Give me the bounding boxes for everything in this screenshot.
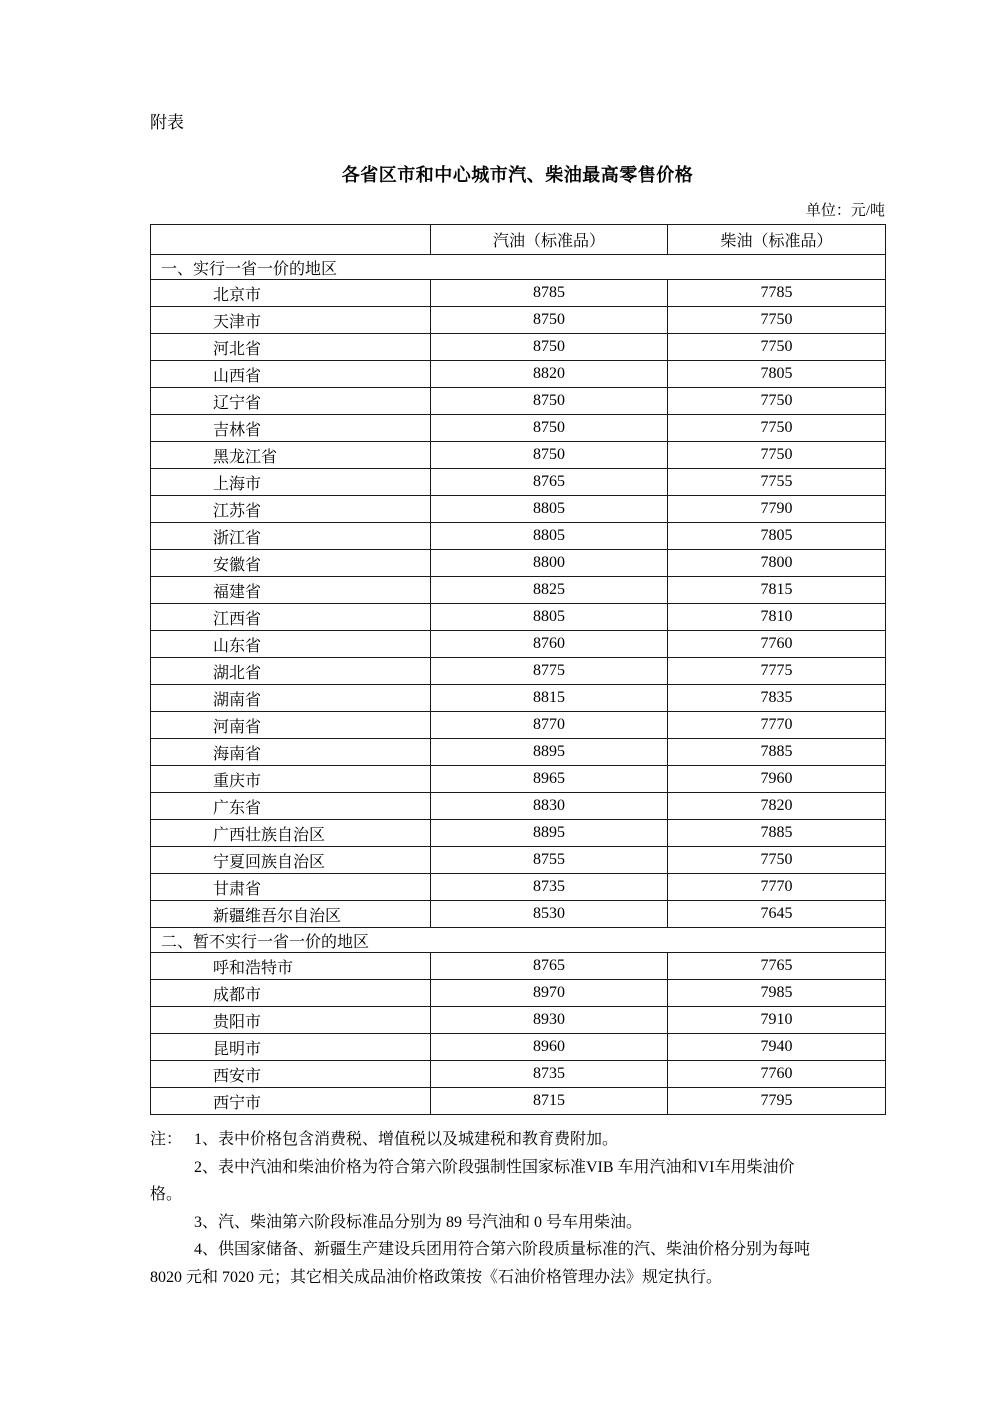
- table-row: [151, 523, 886, 550]
- region-name-cell: 湖南省: [151, 685, 431, 712]
- region-name-cell: 呼和浩特市: [151, 953, 431, 980]
- gasoline-price-cell: 8775: [431, 658, 668, 685]
- note-line: 3、汽、柴油第六阶段标准品分别为 89 号汽油和 0 号车用柴油。: [194, 1213, 643, 1231]
- region-name-cell: 山东省: [151, 631, 431, 658]
- region-name-cell: 北京市: [151, 280, 431, 307]
- region-name-cell: 新疆维吾尔自治区: [151, 901, 431, 928]
- gasoline-price-cell: 8825: [431, 577, 668, 604]
- gasoline-price-cell: 8815: [431, 685, 668, 712]
- gasoline-price-cell: 8750: [431, 307, 668, 334]
- note-line: 2、表中汽油和柴油价格为符合第六阶段强制性国家标准VIB 车用汽油和VI车用柴油价: [194, 1158, 795, 1176]
- gasoline-price-cell: 8805: [431, 523, 668, 550]
- diesel-price-cell: 7805: [668, 523, 886, 550]
- table-header-row: [151, 225, 886, 255]
- table-row: [151, 577, 886, 604]
- region-name-cell: 上海市: [151, 469, 431, 496]
- diesel-price-cell: 7750: [668, 388, 886, 415]
- table-row: [151, 280, 886, 307]
- diesel-price-cell: 7755: [668, 469, 886, 496]
- gasoline-price-cell: 8960: [431, 1034, 668, 1061]
- table-row: [151, 631, 886, 658]
- gasoline-price-cell: 8800: [431, 550, 668, 577]
- table-row: [151, 604, 886, 631]
- region-name-cell: 成都市: [151, 980, 431, 1007]
- gasoline-price-cell: 8750: [431, 415, 668, 442]
- table-row: [151, 874, 886, 901]
- gasoline-price-cell: 8895: [431, 739, 668, 766]
- table-row: [151, 953, 886, 980]
- gasoline-price-cell: 8735: [431, 874, 668, 901]
- region-name-cell: 浙江省: [151, 523, 431, 550]
- diesel-price-cell: 7750: [668, 847, 886, 874]
- diesel-price-cell: 7795: [668, 1088, 886, 1115]
- diesel-price-cell: 7760: [668, 631, 886, 658]
- table-row: [151, 442, 886, 469]
- region-name-cell: 福建省: [151, 577, 431, 604]
- gasoline-price-cell: 8805: [431, 496, 668, 523]
- diesel-price-cell: 7760: [668, 1061, 886, 1088]
- diesel-price-cell: 7785: [668, 280, 886, 307]
- gasoline-price-cell: 8715: [431, 1088, 668, 1115]
- gasoline-price-cell: 8765: [431, 953, 668, 980]
- diesel-price-cell: 7770: [668, 874, 886, 901]
- gasoline-price-cell: 8530: [431, 901, 668, 928]
- gasoline-price-cell: 8930: [431, 1007, 668, 1034]
- gasoline-price-cell: 8755: [431, 847, 668, 874]
- gasoline-price-cell: 8735: [431, 1061, 668, 1088]
- diesel-price-cell: 7805: [668, 361, 886, 388]
- region-name-cell: 广西壮族自治区: [151, 820, 431, 847]
- table-row: [151, 550, 886, 577]
- section-header-row: [151, 255, 886, 280]
- table-row: [151, 1034, 886, 1061]
- table-row: [151, 793, 886, 820]
- region-name-cell: 黑龙江省: [151, 442, 431, 469]
- table-row: [151, 361, 886, 388]
- table-row: [151, 766, 886, 793]
- table-row: [151, 334, 886, 361]
- note-line: 4、供国家储备、新疆生产建设兵团用符合第六阶段质量标准的汽、柴油价格分别为每吨: [194, 1241, 811, 1258]
- diesel-price-cell: 7775: [668, 658, 886, 685]
- table-row: [151, 469, 886, 496]
- diesel-price-cell: 7885: [668, 739, 886, 766]
- table-row: [151, 820, 886, 847]
- attachment-label: 附表: [150, 113, 184, 132]
- gasoline-price-cell: 8760: [431, 631, 668, 658]
- section-header-row: [151, 928, 886, 953]
- diesel-price-cell: 7750: [668, 415, 886, 442]
- diesel-price-cell: 7940: [668, 1034, 886, 1061]
- region-name-cell: 安徽省: [151, 550, 431, 577]
- table-row: [151, 901, 886, 928]
- region-name-cell: 江西省: [151, 604, 431, 631]
- diesel-price-cell: 7815: [668, 577, 886, 604]
- table-row: [151, 847, 886, 874]
- note-label: 注：: [150, 1131, 183, 1148]
- region-name-cell: 昆明市: [151, 1034, 431, 1061]
- diesel-price-cell: 7645: [668, 901, 886, 928]
- region-name-cell: 广东省: [151, 793, 431, 820]
- column-header-region: [151, 225, 431, 255]
- region-name-cell: 湖北省: [151, 658, 431, 685]
- region-name-cell: 吉林省: [151, 415, 431, 442]
- region-name-cell: 江苏省: [151, 496, 431, 523]
- region-name-cell: 辽宁省: [151, 388, 431, 415]
- table-row: [151, 496, 886, 523]
- diesel-price-cell: 7820: [668, 793, 886, 820]
- diesel-price-cell: 7810: [668, 604, 886, 631]
- region-name-cell: 河南省: [151, 712, 431, 739]
- gasoline-price-cell: 8750: [431, 388, 668, 415]
- gasoline-price-cell: 8895: [431, 820, 668, 847]
- table-row: [151, 1088, 886, 1115]
- section-header-cell: 一、实行一省一价的地区: [151, 255, 886, 280]
- region-name-cell: 重庆市: [151, 766, 431, 793]
- table-row: [151, 980, 886, 1007]
- table-row: [151, 739, 886, 766]
- gasoline-price-cell: 8750: [431, 442, 668, 469]
- gasoline-price-cell: 8970: [431, 980, 668, 1007]
- region-name-cell: 西安市: [151, 1061, 431, 1088]
- region-name-cell: 贵阳市: [151, 1007, 431, 1034]
- region-name-cell: 宁夏回族自治区: [151, 847, 431, 874]
- unit-label: 单位：元/吨: [805, 203, 885, 219]
- note-line: 8020 元和 7020 元；其它相关成品油价格政策按《石油价格管理办法》规定执行。: [150, 1268, 723, 1286]
- gasoline-price-cell: 8785: [431, 280, 668, 307]
- region-name-cell: 西宁市: [151, 1088, 431, 1115]
- region-name-cell: 天津市: [151, 307, 431, 334]
- table-row: [151, 1061, 886, 1088]
- region-name-cell: 河北省: [151, 334, 431, 361]
- notes-block: [150, 1126, 885, 1291]
- fuel-price-table: [150, 224, 886, 1115]
- diesel-price-cell: 7885: [668, 820, 886, 847]
- table-row: [151, 1007, 886, 1034]
- table-row: [151, 388, 886, 415]
- table-row: [151, 685, 886, 712]
- diesel-price-cell: 7770: [668, 712, 886, 739]
- diesel-price-cell: 7835: [668, 685, 886, 712]
- region-name-cell: 山西省: [151, 361, 431, 388]
- diesel-price-cell: 7750: [668, 442, 886, 469]
- diesel-price-cell: 7765: [668, 953, 886, 980]
- gasoline-price-cell: 8965: [431, 766, 668, 793]
- column-header-diesel: 柴油（标准品）: [668, 225, 886, 255]
- region-name-cell: 甘肃省: [151, 874, 431, 901]
- diesel-price-cell: 7750: [668, 334, 886, 361]
- gasoline-price-cell: 8820: [431, 361, 668, 388]
- page-title: 各省区市和中心城市汽、柴油最高零售价格: [341, 165, 694, 185]
- section-header-cell: 二、暂不实行一省一价的地区: [151, 928, 886, 953]
- diesel-price-cell: 7910: [668, 1007, 886, 1034]
- diesel-price-cell: 7800: [668, 550, 886, 577]
- table-row: [151, 415, 886, 442]
- gasoline-price-cell: 8830: [431, 793, 668, 820]
- gasoline-price-cell: 8765: [431, 469, 668, 496]
- gasoline-price-cell: 8750: [431, 334, 668, 361]
- gasoline-price-cell: 8805: [431, 604, 668, 631]
- gasoline-price-cell: 8770: [431, 712, 668, 739]
- region-name-cell: 海南省: [151, 739, 431, 766]
- table-row: [151, 307, 886, 334]
- column-header-gasoline: 汽油（标准品）: [431, 225, 668, 255]
- diesel-price-cell: 7750: [668, 307, 886, 334]
- note-line: 格。: [150, 1186, 183, 1203]
- diesel-price-cell: 7960: [668, 766, 886, 793]
- note-line: 注： 1、表中价格包含消费税、增值税以及城建税和教育费附加。: [150, 1126, 885, 1154]
- diesel-price-cell: 7790: [668, 496, 886, 523]
- diesel-price-cell: 7985: [668, 980, 886, 1007]
- table-row: [151, 658, 886, 685]
- table-row: [151, 712, 886, 739]
